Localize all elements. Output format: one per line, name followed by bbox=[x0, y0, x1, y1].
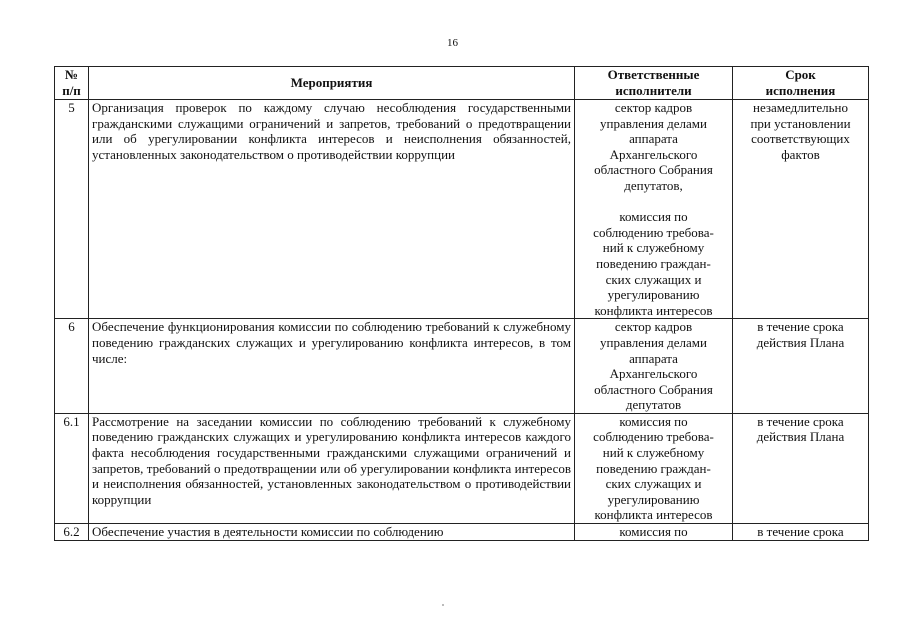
header-responsible-line: исполнители bbox=[615, 83, 692, 98]
responsible-line: соблюдению требова- bbox=[593, 224, 714, 240]
responsible-line: комиссия по bbox=[619, 413, 688, 429]
responsible-line: конфликта интересов bbox=[594, 302, 713, 318]
table-header-row bbox=[55, 67, 869, 100]
header-number-line: п/п bbox=[62, 83, 81, 98]
responsible-line: ний к служебному bbox=[602, 240, 705, 256]
table-row bbox=[55, 524, 869, 541]
responsible-line: управления делами bbox=[600, 334, 707, 350]
row-event: Рассмотрение на заседании комиссии по соблюдению требований к служебному поведению гражданских служащих и урегулированию конфликта интересов каждого факта несоблюдения государственными гражданскими служащими ограничений и запретов, требований о предотвращении или об урегулировании конфликта интересов и неисполнения обязанностей, установленных законодательством о противодействии коррупции bbox=[89, 413, 575, 523]
row-number: 6.2 bbox=[55, 524, 89, 541]
responsible-line: областного Собрания bbox=[594, 381, 713, 397]
term-line: незамедлительно bbox=[753, 100, 848, 115]
row-term bbox=[733, 524, 869, 541]
responsible-line: сектор кадров bbox=[614, 100, 693, 115]
term-line: фактов bbox=[781, 146, 820, 162]
header-number-line: № bbox=[64, 67, 79, 83]
responsible-line: областного Собрания bbox=[594, 162, 713, 178]
responsible-line: соблюдению требова- bbox=[593, 429, 714, 445]
row-event: Обеспечение функционирования комиссии по соблюдению требований к служебному поведению гражданских служащих и урегулированию конфликта интересов, в том числе: bbox=[89, 319, 575, 414]
header-term-line: Срок bbox=[785, 67, 816, 83]
responsible-line: сектор кадров bbox=[614, 319, 693, 335]
responsible-line: Архангельского bbox=[609, 146, 698, 162]
header-number bbox=[55, 67, 89, 100]
responsible-line: комиссия по bbox=[619, 209, 688, 225]
responsible-line: управления делами bbox=[600, 115, 707, 131]
row-term bbox=[733, 100, 869, 319]
responsible-spacer bbox=[578, 194, 729, 210]
page-number: 16 bbox=[447, 37, 458, 49]
row-event: Организация проверок по каждому случаю несоблюдения государственными гражданскими служащими ограничений и запретов, требований о предотвращении или об урегулировании конфликта интересов и неисполнения обязанностей, установленных законодательством о противодействии коррупции bbox=[89, 100, 575, 319]
responsible-line: аппарата bbox=[629, 131, 678, 147]
responsible-line: конфликта интересов bbox=[594, 507, 713, 523]
row-responsible bbox=[575, 319, 733, 414]
anticorruption-plan-table bbox=[54, 66, 869, 541]
term-line: действия Плана bbox=[756, 429, 845, 445]
scan-speck bbox=[442, 604, 444, 606]
responsible-line: аппарата bbox=[629, 350, 678, 366]
row-number: 6 bbox=[55, 319, 89, 414]
term-line: в течение срока bbox=[757, 524, 844, 540]
row-number: 5 bbox=[55, 100, 89, 319]
responsible-line: комиссия по bbox=[619, 524, 688, 540]
table-row bbox=[55, 319, 869, 414]
term-line: в течение срока bbox=[757, 413, 844, 429]
responsible-line: депутатов, bbox=[624, 177, 683, 193]
responsible-line: поведению граждан- bbox=[596, 255, 711, 271]
term-line: в течение срока bbox=[757, 319, 844, 335]
responsible-line: урегулированию bbox=[607, 287, 700, 303]
responsible-line: ний к служебному bbox=[602, 445, 705, 461]
row-term bbox=[733, 413, 869, 523]
row-responsible bbox=[575, 413, 733, 523]
row-responsible bbox=[575, 524, 733, 541]
row-term bbox=[733, 319, 869, 414]
term-line: при установлении bbox=[750, 115, 851, 131]
row-responsible bbox=[575, 100, 733, 319]
header-responsible-line: Ответственные bbox=[607, 67, 700, 83]
responsible-line: урегулированию bbox=[607, 491, 700, 507]
term-line: действия Плана bbox=[756, 334, 845, 350]
table-row bbox=[55, 413, 869, 523]
responsible-line: ских служащих и bbox=[605, 271, 702, 287]
header-event: Мероприятия bbox=[89, 67, 575, 100]
responsible-line: поведению граждан- bbox=[596, 460, 711, 476]
table-row bbox=[55, 100, 869, 319]
row-event: Обеспечение участия в деятельности комиссии по соблюдению bbox=[89, 524, 575, 541]
header-responsible bbox=[575, 67, 733, 100]
responsible-line: ских служащих и bbox=[605, 476, 702, 492]
term-line: соответствующих bbox=[751, 131, 850, 147]
header-term-line: исполнения bbox=[765, 83, 836, 98]
responsible-line: депутатов bbox=[625, 397, 682, 413]
row-number: 6.1 bbox=[55, 413, 89, 523]
responsible-line: Архангельского bbox=[609, 366, 698, 382]
header-term bbox=[733, 67, 869, 100]
